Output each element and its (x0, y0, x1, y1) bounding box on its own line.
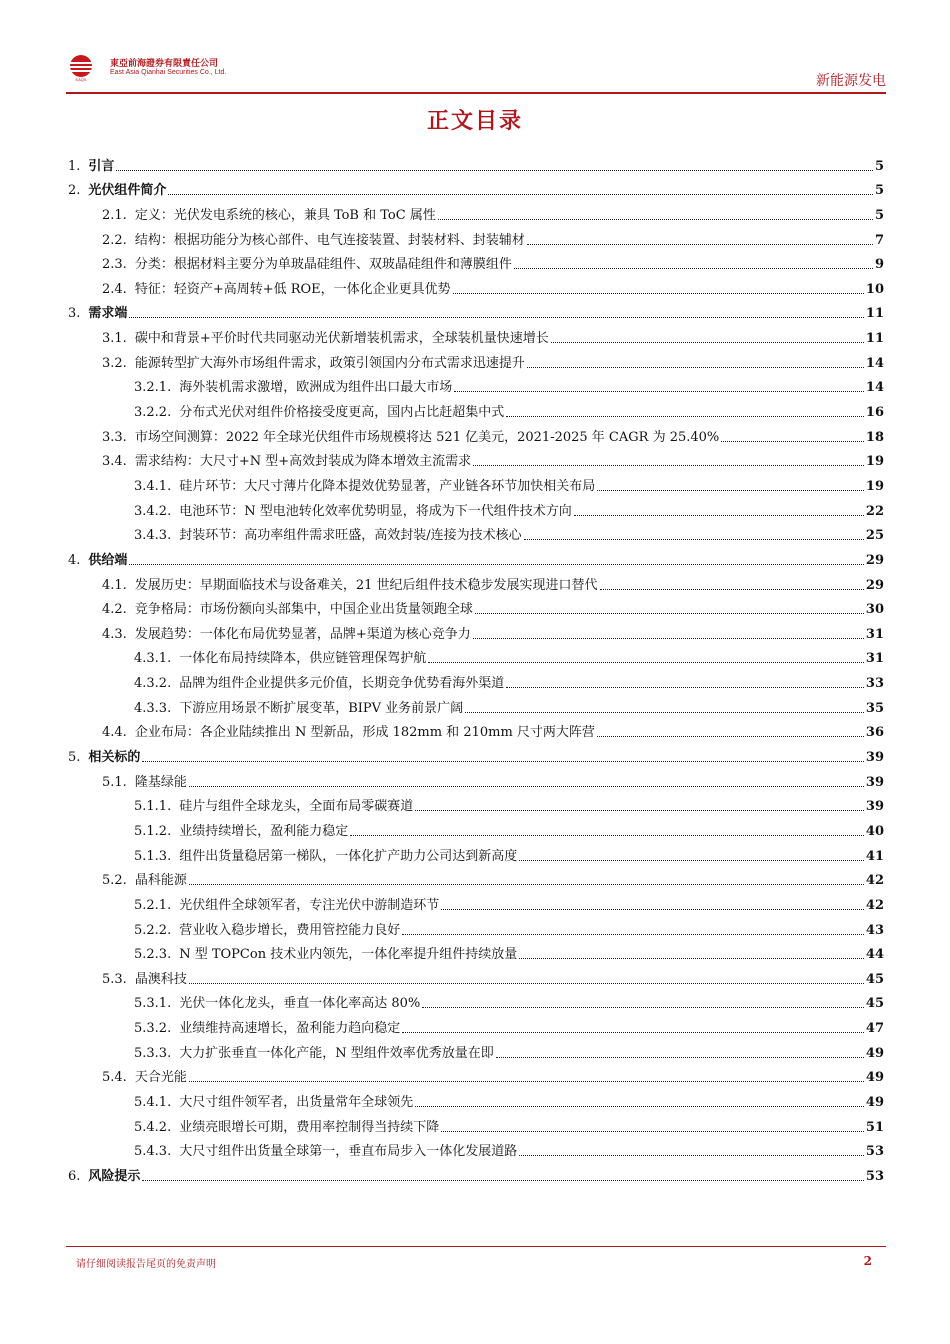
toc-entry-number: 4.3.2. (134, 676, 172, 692)
footer-disclaimer: 请仔细阅读报告尾页的免责声明 (76, 1259, 216, 1270)
toc-entry-title: 海外装机需求激增，欧洲成为组件出口最大市场 (179, 380, 453, 396)
toc-entry-number: 3.3. (102, 429, 127, 445)
toc-entry-number: 3.2.1. (134, 380, 172, 396)
toc-leader-dots (402, 934, 864, 935)
toc-entry-number: 4.3. (102, 626, 127, 642)
toc-entry-page: 16 (865, 405, 884, 421)
toc-leader-dots (189, 983, 864, 984)
toc-entry-title: 大尺寸组件领军者，出货量常年全球领先 (179, 1094, 414, 1110)
toc-leader-dots (475, 613, 864, 614)
toc-entry-page: 31 (865, 626, 884, 642)
toc-entry-page: 44 (865, 947, 884, 963)
table-of-contents (66, 150, 884, 1185)
toc-entry-page: 42 (865, 873, 884, 889)
toc-entry[interactable] (66, 199, 884, 224)
toc-entry[interactable] (66, 914, 884, 939)
toc-entry-title: N 型 TOPCon 技术业内领先，一体化率提升组件持续放量 (179, 947, 518, 963)
toc-leader-dots (422, 1007, 864, 1008)
toc-entry[interactable] (66, 1160, 884, 1185)
toc-entry-number: 5.2.1. (134, 897, 172, 913)
toc-entry[interactable] (66, 1086, 884, 1111)
toc-entry-page: 14 (865, 380, 884, 396)
toc-entry-page: 11 (865, 306, 884, 322)
toc-entry-title: 风险提示 (88, 1168, 141, 1184)
toc-entry[interactable] (66, 815, 884, 840)
toc-leader-dots (441, 1131, 864, 1132)
toc-entry-page: 36 (865, 725, 884, 741)
toc-entry-title: 业绩亮眼增长可期，费用率控制得当持续下降 (179, 1119, 440, 1135)
toc-entry-title: 需求结构：大尺寸+N 型+高效封装成为降本增效主流需求 (134, 454, 472, 470)
toc-entry[interactable] (66, 791, 884, 816)
toc-entry-number: 2.2. (102, 232, 127, 248)
toc-leader-dots (441, 909, 864, 910)
toc-leader-dots (142, 761, 863, 762)
toc-entry-number: 2.1. (102, 207, 127, 223)
toc-entry-number: 5.1.1. (134, 799, 172, 815)
toc-entry-number: 4.1. (102, 577, 127, 593)
toc-entry-title: 品牌为组件企业提供多元价值，长期竞争优势看海外渠道 (179, 676, 505, 692)
toc-entry-title: 业绩维持高速增长，盈利能力趋向稳定 (179, 1021, 401, 1037)
toc-entry-number: 3.4.1. (134, 478, 172, 494)
toc-leader-dots (465, 712, 864, 713)
toc-entry-number: 5.4.2. (134, 1119, 172, 1135)
toc-entry-page: 31 (865, 651, 884, 667)
toc-entry-number: 5. (68, 750, 81, 766)
toc-entry-page: 29 (865, 552, 884, 568)
toc-entry[interactable] (66, 446, 884, 471)
toc-entry-page: 29 (865, 577, 884, 593)
toc-entry-page: 49 (865, 1045, 884, 1061)
toc-leader-dots (454, 391, 864, 392)
toc-entry[interactable] (66, 421, 884, 446)
toc-leader-dots (473, 465, 864, 466)
toc-entry-page: 45 (865, 971, 884, 987)
toc-entry[interactable] (66, 1062, 884, 1087)
toc-entry-number: 4.2. (102, 602, 127, 618)
toc-leader-dots (116, 170, 873, 171)
toc-entry-title: 特征：轻资产+高周转+低 ROE，一体化企业更具优势 (134, 281, 451, 297)
toc-entry-title: 营业收入稳步增长，费用管控能力良好 (179, 922, 401, 938)
toc-entry[interactable] (66, 544, 884, 569)
toc-entry-title: 供给端 (88, 552, 128, 568)
toc-leader-dots (129, 317, 863, 318)
toc-entry-number: 4.3.3. (134, 700, 172, 716)
toc-entry-number: 3.2.2. (134, 405, 172, 421)
toc-entry-number: 2.4. (102, 281, 127, 297)
toc-entry-number: 5.3.3. (134, 1045, 172, 1061)
toc-entry-title: 需求端 (88, 306, 128, 322)
toc-entry[interactable] (66, 840, 884, 865)
toc-entry[interactable] (66, 594, 884, 619)
toc-entry-number: 3.2. (102, 355, 127, 371)
toc-entry-title: 一体化布局持续降本，供应链管理保驾护航 (179, 651, 427, 667)
toc-entry[interactable] (66, 667, 884, 692)
toc-leader-dots (574, 515, 864, 516)
toc-entry-page: 30 (865, 602, 884, 618)
toc-entry-number: 3.1. (102, 331, 127, 347)
toc-entry[interactable] (66, 889, 884, 914)
toc-entry-title: 市场空间测算：2022 年全球光伏组件市场规模将达 521 亿美元，2021-2025 年 CAGR 为 25.40% (134, 429, 720, 445)
toc-entry[interactable] (66, 741, 884, 766)
toc-entry-title: 硅片环节：大尺寸薄片化降本提效优势显著，产业链各环节加快相关布局 (179, 478, 596, 494)
toc-entry-title: 晶澳科技 (134, 971, 187, 987)
toc-entry-title: 定义：光伏发电系统的核心，兼具 ToB 和 ToC 属性 (134, 207, 436, 223)
toc-entry[interactable] (66, 372, 884, 397)
toc-entry-title: 大力扩张垂直一体化产能，N 型组件效率优秀放量在即 (179, 1045, 494, 1061)
toc-leader-dots (189, 884, 864, 885)
page-header (66, 46, 886, 94)
toc-entry[interactable] (66, 322, 884, 347)
toc-entry-page: 39 (865, 774, 884, 790)
toc-entry[interactable] (66, 273, 884, 298)
toc-entry[interactable] (66, 1037, 884, 1062)
toc-leader-dots (527, 367, 864, 368)
toc-entry-title: 光伏一体化龙头，垂直一体化率高达 80% (179, 996, 421, 1012)
toc-entry-title: 电池环节：N 型电池转化效率优势明显，将成为下一代组件技术方向 (179, 503, 572, 519)
company-name-en: East Asia Qianhai Securities Co., Ltd. (110, 69, 227, 76)
toc-leader-dots (519, 860, 864, 861)
toc-entry[interactable] (66, 1012, 884, 1037)
toc-entry-page: 49 (865, 1094, 884, 1110)
toc-leader-dots (473, 638, 864, 639)
toc-entry-number: 3.4.3. (134, 528, 172, 544)
toc-entry-title: 硅片与组件全球龙头，全面布局零碳赛道 (179, 799, 414, 815)
toc-entry-title: 晶科能源 (134, 873, 187, 889)
toc-entry-title: 能源转型扩大海外市场组件需求，政策引领国内分布式需求迅速提升 (134, 355, 525, 371)
toc-entry-title: 下游应用场景不断扩展变革，BIPV 业务前景广阔 (179, 700, 464, 716)
toc-entry-page: 5 (874, 183, 884, 199)
toc-entry-page: 14 (865, 355, 884, 371)
toc-leader-dots (168, 194, 873, 195)
toc-entry-page: 42 (865, 897, 884, 913)
svg-text:EAQS: EAQS (75, 77, 87, 82)
toc-entry-page: 10 (865, 281, 884, 297)
toc-entry-page: 5 (874, 158, 884, 174)
toc-entry-page: 33 (865, 676, 884, 692)
toc-entry-number: 3.4.2. (134, 503, 172, 519)
toc-entry-number: 4.4. (102, 725, 127, 741)
toc-entry-page: 41 (865, 848, 884, 864)
toc-entry[interactable] (66, 470, 884, 495)
footer-divider (66, 1246, 886, 1247)
toc-entry-number: 2.3. (102, 257, 127, 273)
toc-entry-title: 引言 (88, 158, 115, 174)
toc-entry-page: 43 (865, 922, 884, 938)
toc-entry[interactable] (66, 569, 884, 594)
toc-entry[interactable] (66, 249, 884, 274)
toc-entry[interactable] (66, 1136, 884, 1161)
toc-entry[interactable] (66, 520, 884, 545)
toc-entry-number: 5.2.2. (134, 922, 172, 938)
toc-leader-dots (350, 835, 864, 836)
toc-entry-page: 47 (865, 1021, 884, 1037)
toc-entry-title: 组件出货量稳居第一梯队，一体化扩产助力公司达到新高度 (179, 848, 518, 864)
toc-entry-number: 5.3.1. (134, 996, 172, 1012)
toc-entry-number: 5.2. (102, 873, 127, 889)
toc-entry-title: 相关标的 (88, 750, 141, 766)
toc-leader-dots (514, 268, 873, 269)
toc-entry-title: 封装环节：高功率组件需求旺盛，高效封装/连接为技术核心 (179, 528, 522, 544)
toc-entry[interactable] (66, 963, 884, 988)
toc-leader-dots (415, 810, 864, 811)
toc-entry-page: 18 (865, 429, 884, 445)
toc-entry-number: 5.3. (102, 971, 127, 987)
toc-entry[interactable] (66, 1111, 884, 1136)
toc-leader-dots (519, 1155, 864, 1156)
toc-entry[interactable] (66, 396, 884, 421)
toc-entry[interactable] (66, 618, 884, 643)
toc-entry-title: 业绩持续增长，盈利能力稳定 (179, 823, 349, 839)
toc-leader-dots (415, 1106, 864, 1107)
toc-entry[interactable] (66, 224, 884, 249)
toc-leader-dots (597, 736, 864, 737)
toc-entry[interactable] (66, 988, 884, 1013)
toc-entry-page: 45 (865, 996, 884, 1012)
toc-entry-number: 1. (68, 158, 81, 174)
toc-entry-title: 光伏组件简介 (88, 183, 167, 199)
toc-leader-dots (189, 1081, 864, 1082)
toc-entry-page: 25 (865, 528, 884, 544)
toc-entry-page: 19 (865, 454, 884, 470)
toc-entry-number: 5.2.3. (134, 947, 172, 963)
toc-entry-title: 竞争格局：市场份额向头部集中，中国企业出货量领跑全球 (134, 602, 473, 618)
toc-entry-title: 结构：根据功能分为核心部件、电气连接装置、封装材料、封装辅材 (134, 232, 525, 248)
toc-entry-number: 5.4.1. (134, 1094, 172, 1110)
toc-entry-page: 53 (865, 1144, 884, 1160)
toc-entry-page: 19 (865, 478, 884, 494)
toc-leader-dots (519, 958, 864, 959)
toc-leader-dots (428, 662, 864, 663)
toc-entry-page: 9 (874, 257, 884, 273)
toc-leader-dots (506, 416, 864, 417)
toc-entry-number: 3. (68, 306, 81, 322)
toc-entry[interactable] (66, 175, 884, 200)
toc-entry[interactable] (66, 150, 884, 175)
toc-leader-dots (527, 244, 873, 245)
toc-leader-dots (551, 342, 864, 343)
toc-leader-dots (496, 1057, 864, 1058)
toc-entry-page: 11 (865, 331, 884, 347)
toc-entry-title: 天合光能 (134, 1070, 187, 1086)
toc-entry-title: 企业布局：各企业陆续推出 N 型新品，形成 182mm 和 210mm 尺寸两大阵营 (134, 725, 595, 741)
toc-entry-number: 4.3.1. (134, 651, 172, 667)
toc-entry[interactable] (66, 298, 884, 323)
sector-label: 新能源发电 (816, 73, 886, 89)
toc-entry-number: 5.1. (102, 774, 127, 790)
toc-leader-dots (600, 589, 864, 590)
company-logo-icon (66, 52, 102, 82)
toc-entry-title: 分布式光伏对组件价格接受度更高，国内占比赶超集中式 (179, 405, 505, 421)
company-name-cn: 東亞前海證券有限責任公司 (110, 59, 219, 69)
toc-entry-title: 发展历史：早期面临技术与设备难关，21 世纪后组件技术稳步发展实现进口替代 (134, 577, 598, 593)
toc-entry-title: 大尺寸组件出货量全球第一，垂直布局步入一体化发展道路 (179, 1144, 518, 1160)
toc-entry-page: 5 (874, 207, 884, 223)
toc-entry-number: 5.3.2. (134, 1021, 172, 1037)
toc-entry-page: 35 (865, 700, 884, 716)
toc-entry-title: 碳中和背景+平价时代共同驱动光伏新增装机需求，全球装机量快速增长 (134, 331, 549, 347)
header-divider (66, 92, 886, 94)
toc-entry[interactable] (66, 692, 884, 717)
toc-leader-dots (721, 441, 864, 442)
toc-leader-dots (597, 490, 864, 491)
toc-entry[interactable] (66, 939, 884, 964)
toc-entry[interactable] (66, 643, 884, 668)
toc-entry-page: 7 (874, 232, 884, 248)
toc-entry-page: 51 (865, 1119, 884, 1135)
footer-page-number: 2 (863, 1254, 872, 1268)
toc-leader-dots (506, 687, 864, 688)
toc-entry-number: 2. (68, 183, 81, 199)
toc-entry-title: 发展趋势：一体化布局优势显著，品牌+渠道为核心竞争力 (134, 626, 471, 642)
toc-entry-page: 39 (865, 799, 884, 815)
toc-entry-page: 49 (865, 1070, 884, 1086)
toc-entry-page: 39 (865, 750, 884, 766)
toc-entry-number: 5.4. (102, 1070, 127, 1086)
toc-leader-dots (189, 786, 864, 787)
toc-entry-page: 22 (865, 503, 884, 519)
toc-leader-dots (524, 539, 864, 540)
toc-entry-title: 光伏组件全球领军者，专注光伏中游制造环节 (179, 897, 440, 913)
toc-leader-dots (129, 564, 863, 565)
toc-entry-page: 40 (865, 823, 884, 839)
toc-entry[interactable] (66, 717, 884, 742)
toc-leader-dots (142, 1180, 863, 1181)
toc-leader-dots (453, 293, 864, 294)
toc-entry-title: 隆基绿能 (134, 774, 187, 790)
toc-entry-title: 分类：根据材料主要分为单玻晶硅组件、双玻晶硅组件和薄膜组件 (134, 257, 512, 273)
toc-entry[interactable] (66, 495, 884, 520)
toc-leader-dots (438, 219, 873, 220)
toc-entry-number: 5.1.3. (134, 848, 172, 864)
toc-entry[interactable] (66, 766, 884, 791)
toc-leader-dots (402, 1032, 864, 1033)
toc-entry-number: 3.4. (102, 454, 127, 470)
toc-entry-number: 4. (68, 552, 81, 568)
page-title: 正文目录 (426, 109, 523, 134)
toc-entry-number: 6. (68, 1168, 81, 1184)
toc-entry-page: 53 (865, 1168, 884, 1184)
toc-entry-number: 5.4.3. (134, 1144, 172, 1160)
toc-entry[interactable] (66, 865, 884, 890)
toc-entry-number: 5.1.2. (134, 823, 172, 839)
toc-entry[interactable] (66, 347, 884, 372)
